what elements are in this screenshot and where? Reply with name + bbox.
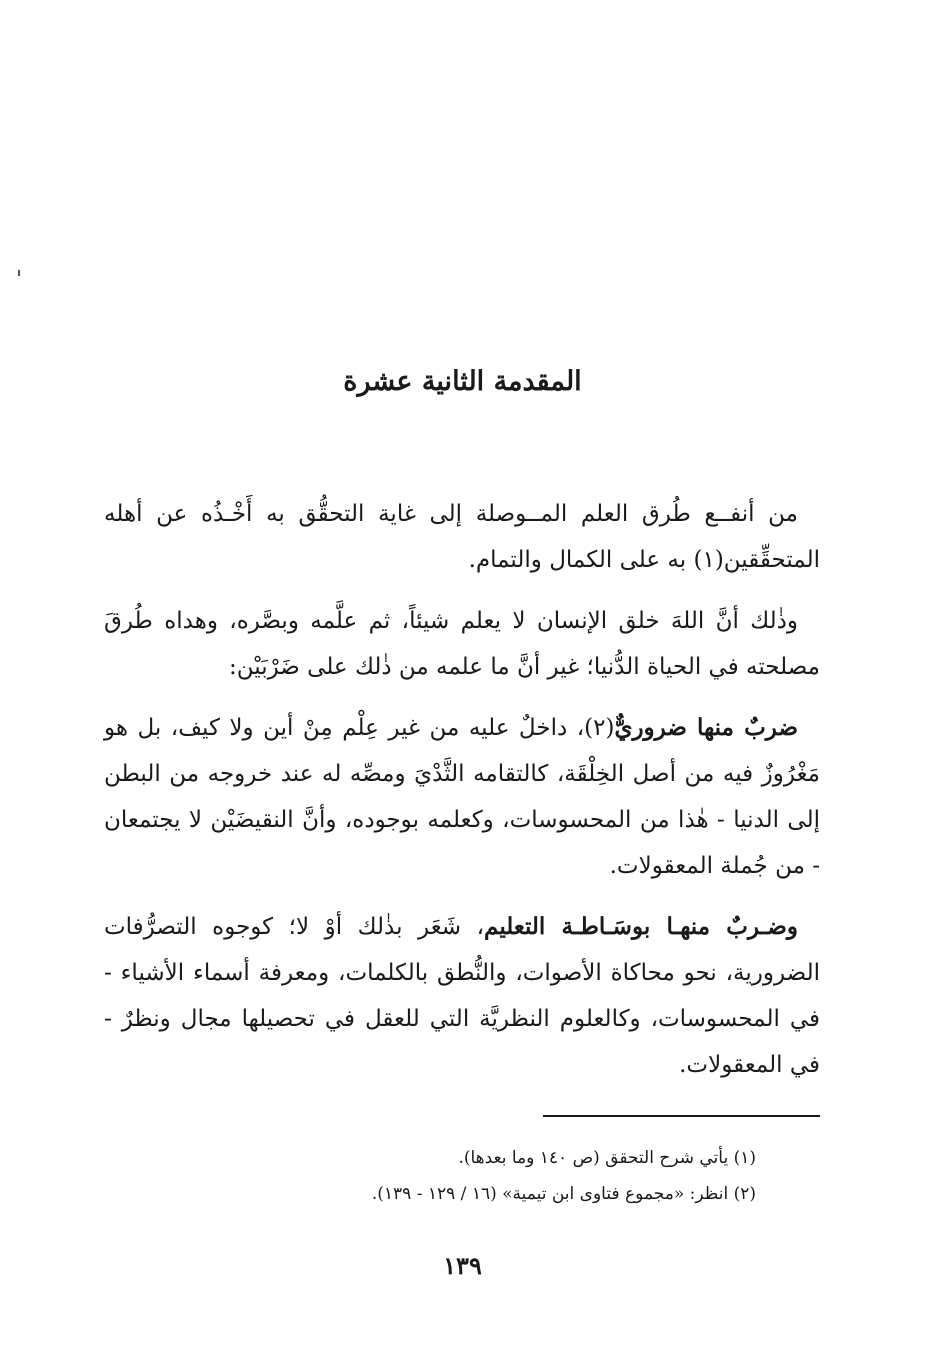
footnotes: [104, 1140, 820, 1212]
footnote-1: (١) يأتي شرح التحقق (ص ١٤٠ وما بعدها).: [458, 1148, 756, 1168]
margin-mark: [18, 270, 20, 276]
paragraph-2: [104, 598, 820, 690]
footnote-2: (٢) انظر: «مجموع فتاوى ابن تيمية» (١٦ / ١٢٩ - ١٣٩).: [371, 1184, 756, 1204]
paragraph-1-text: من أنفــع طُرق العلم المــوصلة إلى غاية التحقُّق به أَخْـذُه عن أهله المتحقِّقين(١) به على الكمال والتمام.: [104, 501, 820, 573]
paragraph-3-lead: ضربٌ منها ضروريٌّ: [614, 714, 798, 741]
paragraph-3: [104, 705, 820, 889]
paragraph-1: [104, 491, 820, 583]
paragraph-4: [104, 904, 820, 1088]
page-number: ١٣٩: [443, 1251, 482, 1280]
paragraph-3-rest: (٢)، داخلٌ عليه من غير عِلْم مِنْ أين ولا كيف، بل هو مَغْرُوزٌ فيه من أصل الخِلْقَة، كالتقامه الثَّدْيَ ومصِّه له عند خروجه من البطن إلى الدنيا - هٰذا من المحسوسات، وكعلمه بوجوده، وأنَّ النقيضَيْن لا يجتمعان - من جُملة المعقولات.: [104, 715, 820, 879]
paragraph-2-text: وذٰلك أنَّ اللهَ خلق الإنسان لا يعلم شيئاً، ثم علَّمه وبصَّره، وهداه طُرقَ مصلحته في الحياة الدُّنيا؛ غير أنَّ ما علمه من ذٰلك على ضَرْبَيْن:: [104, 608, 820, 680]
paragraph-4-rest: ، شَعَر بذٰلك أوْ لا؛ كوجوه التصرُّفات الضرورية، نحو محاكاة الأصوات، والنُّطق بالكلمات، ومعرفة أسماء الأشياء - في المحسوسات، وكالعلوم النظريَّة التي للعقل في تحصيلها مجال ونظرٌ - في المعقولات.: [104, 914, 820, 1078]
paragraph-4-lead: وضـربٌ منهـا بوسَـاطـة التعليم: [484, 913, 798, 940]
footnote-divider: [543, 1115, 820, 1117]
chapter-heading: المقدمة الثانية عشرة: [343, 366, 582, 397]
